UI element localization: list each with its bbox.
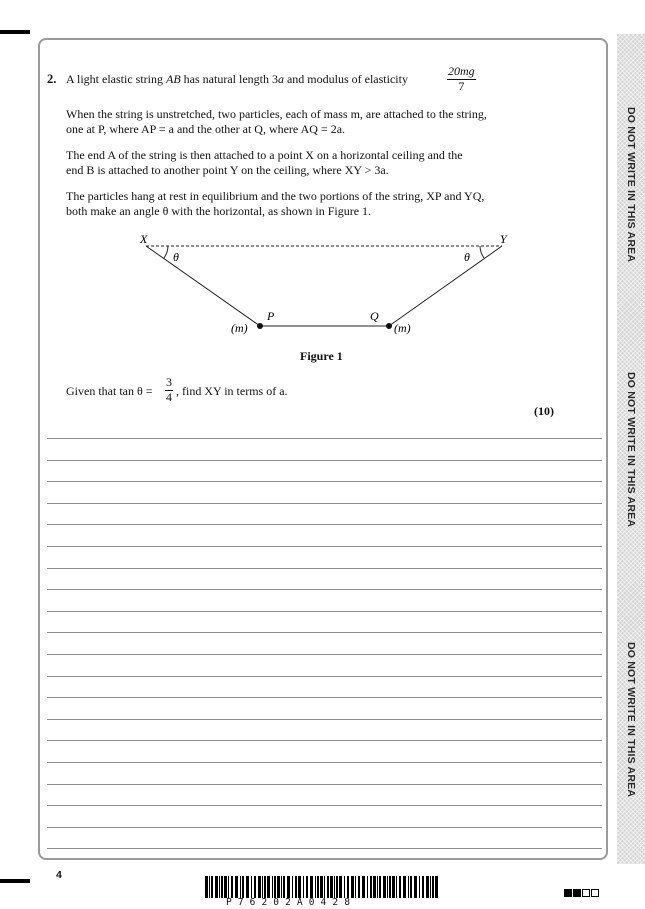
- barcode-bar: [264, 876, 266, 898]
- barcode-bar: [235, 876, 238, 898]
- barcode-bar: [367, 876, 368, 898]
- barcode-bar: [387, 876, 388, 898]
- margin-warning-2: DO NOT WRITE IN THIS AREA: [625, 372, 637, 528]
- barcode-bar: [281, 876, 282, 898]
- intro-text-a-var: a: [277, 72, 284, 86]
- answer-line[interactable]: [47, 589, 602, 611]
- answer-line[interactable]: [47, 676, 602, 698]
- barcode-bar: [317, 876, 319, 898]
- barcode-bar: [292, 876, 293, 898]
- question-number: 2.: [47, 72, 57, 86]
- barcode-bar: [272, 876, 273, 898]
- answer-line[interactable]: [47, 546, 602, 568]
- modulus-denominator: 7: [458, 79, 465, 93]
- barcode-bar: [344, 876, 345, 898]
- page-number: 4: [56, 869, 62, 881]
- margin-warning-1: DO NOT WRITE IN THIS AREA: [625, 107, 637, 263]
- barcode-bar: [251, 876, 252, 898]
- particle-p: [257, 323, 263, 329]
- answer-line[interactable]: [47, 524, 602, 546]
- answer-line[interactable]: [47, 438, 602, 460]
- barcode-bar: [396, 876, 397, 898]
- theta-right: θ: [464, 250, 470, 264]
- barcode-bar: [258, 876, 261, 898]
- reg-mark-2: [573, 889, 581, 897]
- barcode-bar: [315, 876, 316, 898]
- modulus-numerator: 20mg: [448, 64, 475, 78]
- barcode-bar: [377, 876, 378, 898]
- barcode-bar: [231, 876, 233, 898]
- barcode-bar: [432, 876, 434, 898]
- barcode-bar: [262, 876, 263, 898]
- answer-line[interactable]: [47, 568, 602, 590]
- label-q: Q: [370, 309, 379, 323]
- barcode-bar: [242, 876, 244, 898]
- barcode-bar: [215, 876, 218, 898]
- answer-line[interactable]: [47, 481, 602, 503]
- barcode-bar: [274, 876, 276, 898]
- barcode-bar: [370, 876, 372, 898]
- barcode-bar: [410, 876, 412, 898]
- tan-numerator: 3: [166, 375, 172, 389]
- intro-text-c: has natural length 3: [180, 72, 278, 86]
- figure-caption: Figure 1: [300, 349, 343, 363]
- barcode-bar: [283, 876, 285, 898]
- intro-text-a: A light elastic string: [66, 72, 166, 86]
- particle-q: [386, 323, 392, 329]
- barcode-bar: [419, 876, 420, 898]
- marks-total: (10): [534, 404, 554, 418]
- barcode-bar: [403, 876, 406, 898]
- barcode-bar: [362, 876, 365, 898]
- barcode-bar: [224, 876, 227, 898]
- barcode-bar: [246, 876, 249, 898]
- para2-line1: When the string is unstretched, two particles, each of mass m, are attached to the string,: [66, 107, 487, 121]
- barcode-bar: [303, 876, 304, 898]
- barcode-bar: [389, 876, 391, 898]
- barcode-bar: [392, 876, 395, 898]
- intro-text-ab: AB: [166, 72, 181, 86]
- mass-label-p: (m): [231, 321, 248, 335]
- barcode-bar: [330, 876, 333, 898]
- angle-arc-x: [164, 246, 168, 258]
- barcode-bar: [254, 876, 256, 898]
- label-x: X: [140, 232, 148, 246]
- answer-line[interactable]: [47, 784, 602, 806]
- string-qy: [389, 246, 502, 326]
- para4-line1: The particles hang at rest in equilibrium and the two portions of the string, XP and YQ,: [66, 189, 485, 203]
- answer-line[interactable]: [47, 762, 602, 784]
- barcode-bar: [408, 876, 409, 898]
- barcode-bar: [339, 876, 342, 898]
- barcode-bar: [240, 876, 241, 898]
- barcode-bar: [414, 876, 417, 898]
- answer-line[interactable]: [47, 460, 602, 482]
- tan-denominator: 4: [166, 390, 172, 404]
- answer-line[interactable]: [47, 740, 602, 762]
- barcode-bar: [209, 876, 210, 898]
- answer-line[interactable]: [47, 611, 602, 633]
- barcode-bar: [334, 876, 335, 898]
- given-prefix: Given that tan θ =: [66, 384, 153, 398]
- answer-line[interactable]: [47, 503, 602, 525]
- barcode-bar: [435, 876, 438, 898]
- barcode-text: P76202A0428: [226, 897, 357, 908]
- barcode-bar: [228, 876, 229, 898]
- barcode-bar: [351, 876, 354, 898]
- answer-line[interactable]: [47, 719, 602, 741]
- label-p: P: [267, 309, 275, 323]
- barcode-bar: [277, 876, 280, 898]
- reg-mark-1: [564, 889, 572, 897]
- answer-line[interactable]: [47, 697, 602, 719]
- barcode-bar: [295, 876, 297, 898]
- para2-line2: one at P, where AP = a and the other at Q, where AQ = 2a.: [66, 122, 346, 136]
- para4-line2: both make an angle θ with the horizontal, as shown in Figure 1.: [66, 204, 372, 218]
- barcode-bar: [310, 876, 313, 898]
- barcode-bar: [324, 876, 325, 898]
- barcode-bar: [399, 876, 401, 898]
- reg-mark-3: [582, 889, 590, 897]
- string-xp: [146, 246, 260, 326]
- given-suffix: , find XY in terms of a.: [176, 384, 288, 398]
- barcode-bar: [219, 876, 220, 898]
- barcode-bar: [221, 876, 223, 898]
- barcode-bar: [287, 876, 290, 898]
- barcode-bar: [426, 876, 429, 898]
- answer-line[interactable]: [47, 632, 602, 654]
- barcode: [205, 876, 439, 898]
- margin-warning-3: DO NOT WRITE IN THIS AREA: [625, 642, 637, 798]
- label-y: Y: [500, 232, 507, 246]
- barcode-bar: [347, 876, 349, 898]
- barcode-bar: [379, 876, 381, 898]
- answer-lines[interactable]: [47, 438, 602, 870]
- para3-line2: end B is attached to another point Y on the ceiling, where XY > 3a.: [66, 163, 389, 177]
- barcode-bar: [306, 876, 308, 898]
- barcode-bar: [383, 876, 386, 898]
- barcode-bar: [320, 876, 323, 898]
- theta-left: θ: [173, 250, 179, 264]
- answer-line[interactable]: [47, 848, 602, 870]
- barcode-bar: [205, 876, 208, 898]
- barcode-bar: [355, 876, 356, 898]
- para3-line1: The end A of the string is then attached to a point X on a horizontal ceiling and the: [66, 148, 463, 162]
- barcode-bar: [373, 876, 376, 898]
- answer-line[interactable]: [47, 654, 602, 676]
- answer-line[interactable]: [47, 827, 602, 849]
- barcode-bar: [336, 876, 338, 898]
- mass-label-q: (m): [394, 321, 411, 335]
- barcode-bar: [422, 876, 424, 898]
- barcode-bar: [327, 876, 329, 898]
- answer-line[interactable]: [47, 805, 602, 827]
- barcode-bar: [267, 876, 270, 898]
- reg-mark-4: [591, 889, 599, 897]
- barcode-bar: [298, 876, 301, 898]
- barcode-bar: [358, 876, 360, 898]
- barcode-bar: [430, 876, 431, 898]
- tan-fraction: [165, 376, 173, 404]
- barcode-bar: [211, 876, 213, 898]
- angle-arc-y: [480, 246, 484, 258]
- registration-marks: [564, 889, 599, 897]
- intro-text-e: and modulus of elasticity: [283, 72, 408, 86]
